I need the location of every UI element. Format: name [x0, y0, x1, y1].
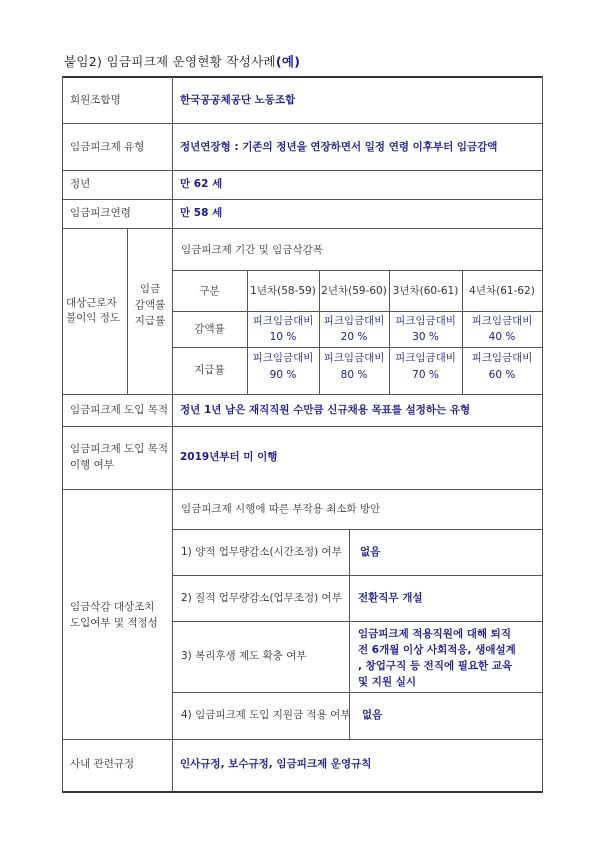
disadvantage-label: 대상근로자 불이익 정도	[66, 297, 121, 324]
payment-prefix: 피크임금대비	[395, 352, 456, 364]
reduction-prefix: 피크임금대비	[252, 315, 314, 327]
wage-period-header: 임금피크제 기간 및 임금삭감폭	[181, 244, 323, 256]
reduction-value: 20 %	[340, 331, 368, 343]
reduction-prefix: 피크임금대비	[395, 315, 456, 327]
measure-item-value-line: 및 지원 실시	[358, 676, 417, 688]
reduction-prefix: 피크임금대비	[471, 315, 533, 327]
reduction-prefix: 피크임금대비	[323, 315, 385, 327]
reduction-value: 30 %	[412, 331, 439, 343]
measure-item-value-line: 임금피크제 적용직원에 대해 퇴직	[358, 628, 511, 640]
measure-item-label: 2) 질적 업무량감소(업무조정) 여부	[181, 592, 342, 604]
reduction-value: 10 %	[269, 331, 297, 343]
retirement-label: 정년	[70, 178, 91, 190]
purpose-label: 임금피크제 도입 목적	[70, 404, 168, 416]
peak-age-value: 만 58 세	[180, 207, 223, 219]
title-example: (예)	[275, 54, 301, 69]
measure-item-value: 없음	[362, 709, 383, 721]
reduction-value: 40 %	[488, 331, 516, 343]
year-header: 1년차(58-59)	[250, 285, 316, 297]
title-text: 붙임2) 임금피크제 운영현황 작성사례	[64, 54, 276, 69]
measure-item-label: 1) 양적 업무량감소(시간조정) 여부	[181, 546, 342, 558]
peak-age-label: 임금피크연령	[70, 207, 131, 219]
payment-prefix: 피크임금대비	[323, 352, 385, 364]
union-value: 한국공공체공단 노동조합	[180, 94, 296, 106]
measure-item-value: 전환직무 개설	[358, 592, 423, 604]
reduction-label: 감액률	[194, 323, 225, 335]
measure-item-label: 3) 복리후생 제도 확충 여부	[181, 650, 307, 662]
type-value: 정년연장형 : 기존의 정년을 연장하면서 일정 연령 이후부터 임금감액	[180, 141, 498, 153]
measures-header: 임금피크제 시행에 따른 부작용 최소화 방안	[181, 503, 381, 515]
wage-sublabel-3: 지급률	[134, 315, 166, 327]
measures-label-2: 도입여부 및 적정성	[70, 617, 158, 629]
measure-item-label: 4) 임금피크제 도입 지원금 적용 여부	[181, 709, 351, 721]
page-title	[64, 52, 300, 70]
payment-value: 90 %	[269, 369, 297, 381]
purpose-value: 정년 1년 남은 재직직원 수만큼 신규채용 목표를 설정하는 유형	[180, 404, 471, 416]
type-label: 임금피크제 유형	[70, 141, 145, 153]
year-header: 2년차(59-60)	[321, 285, 387, 297]
payment-value: 60 %	[488, 369, 516, 381]
payment-prefix: 피크임금대비	[252, 352, 314, 364]
regulations-value: 인사규정, 보수규정, 임금피크제 운영규칙	[180, 758, 372, 770]
measure-item-value: 없음	[360, 546, 381, 558]
col-header-category: 구분	[199, 285, 220, 297]
measure-item-value-line: , 창업구직 등 전직에 필요한 교육	[358, 660, 513, 672]
purpose-fulfil-value: 2019년부터 미 이행	[180, 451, 278, 463]
payment-prefix: 피크임금대비	[471, 352, 533, 364]
payment-value: 80 %	[340, 369, 368, 381]
measure-item-value-line: 전 6개월 이상 사회적응, 생애설계	[358, 644, 516, 656]
year-header: 3년차(60-61)	[392, 285, 459, 297]
measures-label-1: 임금삭감 대상조치	[70, 601, 155, 613]
wage-sublabel-2: 감액률	[134, 299, 166, 311]
payment-value: 70 %	[412, 369, 439, 381]
purpose-fulfil-label-1: 임금피크제 도입 목적	[70, 443, 168, 455]
purpose-fulfil-label-2: 이행 여부	[70, 459, 114, 471]
year-header: 4년차(61-62)	[469, 285, 535, 297]
wage-sublabel-1: 임금	[139, 283, 161, 295]
regulations-label: 사내 관련규정	[70, 758, 135, 770]
union-label: 회원조합명	[70, 94, 121, 106]
payment-label: 지급률	[194, 364, 225, 376]
retirement-value: 만 62 세	[180, 178, 223, 190]
